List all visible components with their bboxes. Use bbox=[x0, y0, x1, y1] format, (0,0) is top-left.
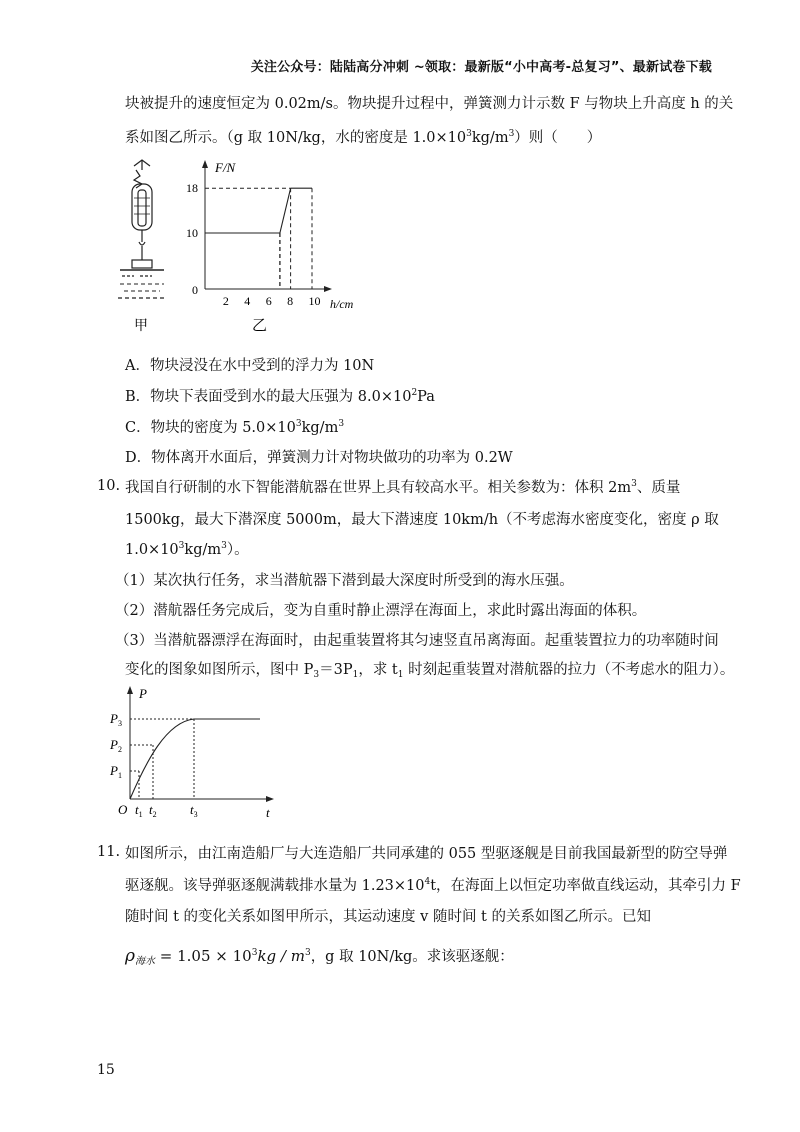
chart2-y-tick-label: $P_1$ bbox=[110, 763, 122, 780]
chart2-x-tick-label: $t_2$ bbox=[149, 802, 157, 819]
chart1-xlabel: h/cm bbox=[330, 297, 354, 311]
q10-line2: 1500kg，最大下潜深度 5000m，最大下潜速度 10km/h（不考虑海水密度变化，密度 ρ 取 bbox=[125, 512, 719, 528]
chart1-ylabel: F/N bbox=[215, 160, 236, 175]
q10-sub2: （2）潜航器任务完成后，变为自重时静止漂浮在海面上，求此时露出海面的体积。 bbox=[115, 603, 647, 619]
chart2-y-tick-label: $P_2$ bbox=[110, 737, 122, 754]
q11-line3: 随时间 t 的变化关系如图甲所示，其运动速度 v 随时间 t 的关系如图乙所示。已知 bbox=[125, 909, 651, 925]
chart1-x-tick-label: 2 bbox=[222, 294, 229, 308]
page-header: 关注公众号：陆陆高分冲刺 ~领取：最新版“小中高考-总复习”、最新试卷下载 bbox=[250, 60, 712, 75]
q10-sub3: （3）当潜航器漂浮在海面时，由起重装置将其匀速竖直吊离海面。起重装置拉力的功率随时间 bbox=[115, 633, 719, 649]
chart2-group bbox=[109, 686, 274, 820]
chart2-series-curve bbox=[130, 719, 260, 799]
chart1-x-tick-label: 10 bbox=[308, 294, 321, 308]
q9-line2: 系如图乙所示。（g 取 10N/kg，水的密度是 $1.0\times 10^3kg/m^3$）则（ ） bbox=[125, 129, 602, 146]
chart1-series-segment bbox=[280, 188, 291, 233]
q10-line1: 我国自行研制的水下智能潜航器在世界上具有较高水平。相关参数为：体积 $2m^3$、质量 bbox=[125, 479, 681, 496]
power-time-chart bbox=[108, 684, 288, 820]
chart1-y-arrow bbox=[202, 160, 208, 168]
chart1-group bbox=[186, 160, 354, 311]
spring-scale-figure bbox=[112, 158, 174, 340]
q11-number: 11. bbox=[97, 844, 121, 860]
chart2-x-tick-label: $t_3$ bbox=[190, 802, 198, 819]
chart1-x-tick-label: 8 bbox=[287, 294, 294, 308]
q10-sub3-line2: 变化的图象如图所示，图中 $P_3=3P_1$，求 $t_1$ 时刻起重装置对潜航器的拉力（不考虑水的阻力）。 bbox=[125, 662, 735, 680]
q10-number: 10. bbox=[97, 478, 121, 494]
chart2-x-arrow bbox=[266, 796, 274, 802]
q11-line2: 驱逐舰。该导弹驱逐舰满载排水量为 $1.23\times 10^4t$，在海面上以恒定功率做直线运动，其牵引力 F bbox=[125, 877, 741, 894]
chart1-y-tick-label: 10 bbox=[186, 226, 198, 240]
q10-line3: $1.0\times 10^3kg/m^3$）。 bbox=[125, 541, 249, 558]
fig-jia-label: 甲 bbox=[134, 319, 148, 334]
chart2-xlabel: t bbox=[266, 805, 270, 820]
q10-sub1: （1）某次执行任务，求当潜航器下潜到最大深度时所受到的海水压强。 bbox=[115, 573, 574, 589]
q9-line1: 块被提升的速度恒定为 0.02m/s。物块提升过程中，弹簧测力计示数 F 与物块上升高度 h 的关 bbox=[125, 96, 734, 112]
fig-yi-label: 乙 bbox=[252, 318, 268, 334]
q9-option-a: A．物块浸没在水中受到的浮力为 10N bbox=[125, 358, 375, 374]
page-number: 15 bbox=[97, 1062, 115, 1078]
chart2-y-arrow bbox=[127, 686, 133, 694]
force-height-chart bbox=[180, 158, 390, 336]
chart2-origin-label: O bbox=[118, 802, 128, 817]
q11-line1: 如图所示，由江南造船厂与大连造船厂共同承建的 055 型驱逐舰是目前我国最新型的防空导弹 bbox=[125, 846, 728, 862]
chart1-y-tick-label: 18 bbox=[186, 181, 198, 196]
q9-option-b: B．物块下表面受到水的最大压强为 $8.0\times 10^2Pa$ bbox=[125, 388, 435, 405]
chart2-y-tick-label: $P_3$ bbox=[110, 711, 122, 728]
chart1-x-arrow bbox=[324, 286, 332, 292]
q11-formula-line: $\rho_{海水} = 1.05 \times 10^3kg / m^3$，g 取 10N/kg。求该驱逐舰： bbox=[125, 946, 514, 967]
q9-option-d: D．物体离开水面后，弹簧测力计对物块做功的功率为 0.2W bbox=[125, 450, 513, 466]
chart2-ylabel: P bbox=[139, 686, 147, 701]
chart1-x-tick-label: 6 bbox=[265, 294, 272, 308]
rho-symbol: ρ bbox=[125, 946, 135, 966]
chart1-x-tick-label: 4 bbox=[244, 294, 251, 308]
chart1-y-tick-label: 0 bbox=[192, 283, 198, 297]
chart2-x-tick-label: $t_1$ bbox=[135, 802, 143, 819]
q9-option-c: C．物块的密度为 $5.0\times 10^3kg/m^3$ bbox=[125, 419, 345, 436]
